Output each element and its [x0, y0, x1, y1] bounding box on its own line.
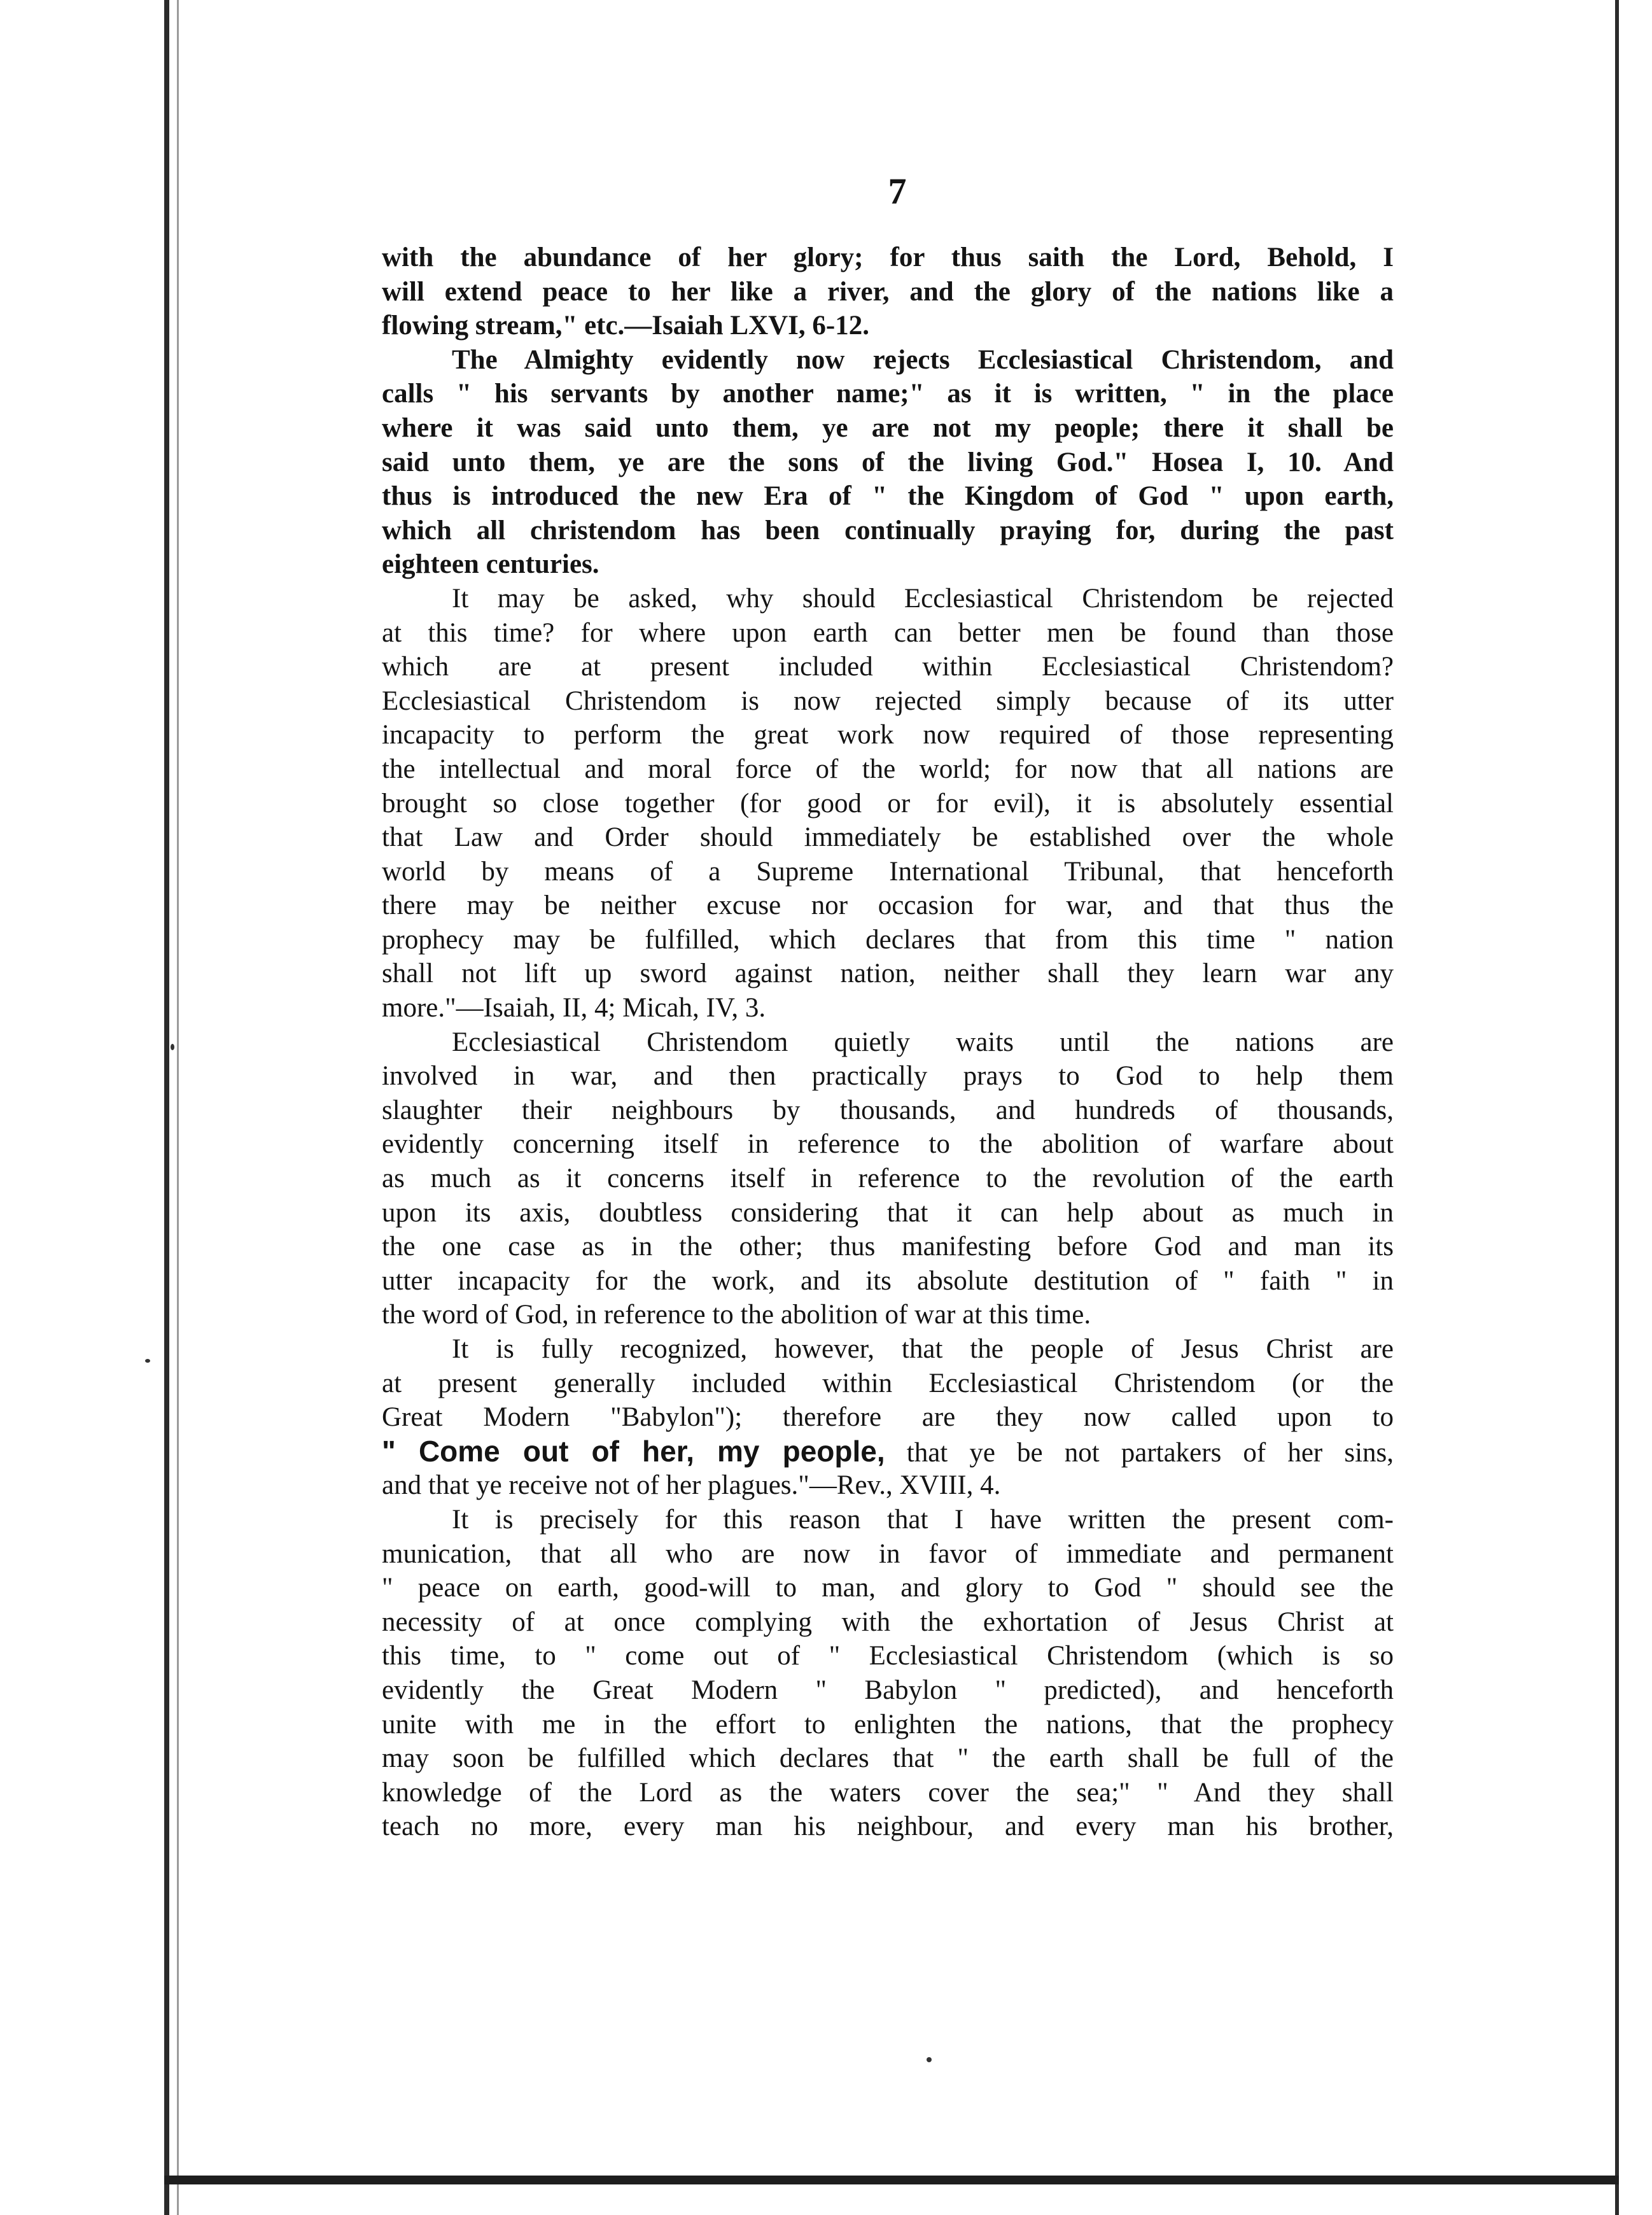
- text-line: will extend peace to her like a river, and the glory of the nations like a: [382, 276, 1394, 307]
- text-line: Ecclesiastical Christendom quietly waits until the nations are: [452, 1027, 1394, 1057]
- text-line: that Law and Order should immediately be established over the whole: [382, 822, 1394, 853]
- paragraph: [382, 1025, 1394, 1332]
- text-line: more."—Isaiah, II, 4; Micah, IV, 3.: [382, 993, 766, 1023]
- text-line: this time, to " come out of " Ecclesiastical Christendom (which is so: [382, 1641, 1394, 1671]
- scan-speck: [927, 2057, 932, 2062]
- text-line: Ecclesiastical Christendom is now rejected simply because of its utter: [382, 686, 1394, 716]
- text-line: munication, that all who are now in favor of immediate and permanent: [382, 1538, 1394, 1569]
- text-line: involved in war, and then practically prays to God to help them: [382, 1061, 1394, 1092]
- text-line: shall not lift up sword against nation, neither shall they learn war any: [382, 959, 1394, 989]
- text-line: as much as it concerns itself in reference to the revolution of the earth: [382, 1164, 1394, 1194]
- scan-bottom-border: [164, 2176, 1619, 2184]
- text-line: there may be neither excuse nor occasion for war, and that thus the: [382, 890, 1394, 921]
- scan-speck: [171, 1044, 174, 1050]
- text-line: flowing stream," etc.—Isaiah LXVI, 6-12.: [382, 311, 869, 341]
- text-line: thus is introduced the new Era of " the Kingdom of God " upon earth,: [382, 481, 1394, 512]
- text-fragment: that ye be not partakers of her sins,: [885, 1437, 1394, 1468]
- page-body: [382, 241, 1394, 1844]
- text-line: It is fully recognized, however, that the people of Jesus Christ are: [452, 1334, 1394, 1364]
- text-line: slaughter their neighbours by thousands, and hundreds of thousands,: [382, 1095, 1394, 1125]
- paragraph: [382, 241, 1394, 343]
- text-line: upon its axis, doubtless considering that it can help about as much in: [382, 1197, 1394, 1228]
- text-line: which all christendom has been continually praying for, during the past: [382, 515, 1394, 545]
- text-line: eighteen centuries.: [382, 549, 599, 580]
- paragraph: [382, 343, 1394, 582]
- text-line: unite with me in the effort to enlighten the nations, that the prophecy: [382, 1709, 1394, 1740]
- text-line: utter incapacity for the work, and its absolute destitution of " faith " in: [382, 1265, 1394, 1296]
- text-line: It is precisely for this reason that I have written the present com-: [452, 1504, 1394, 1535]
- text-line: Great Modern "Babylon"); therefore are they now called upon to: [382, 1402, 1394, 1433]
- text-line: and that ye receive not of her plagues."—Rev., XVIII, 4.: [382, 1470, 1001, 1501]
- text-line: " peace on earth, good-will to man, and glory to God " should see the: [382, 1573, 1394, 1603]
- text-line: the intellectual and moral force of the world; for now that all nations are: [382, 754, 1394, 784]
- page-number: 7: [888, 171, 907, 212]
- text-line: evidently the Great Modern " Babylon " predicted), and henceforth: [382, 1675, 1394, 1705]
- emphasis-text: " Come out of her, my people,: [382, 1434, 885, 1468]
- text-line: necessity of at once complying with the exhortation of Jesus Christ at: [382, 1607, 1394, 1637]
- text-line: may soon be fulfilled which declares that " the earth shall be full of the: [382, 1743, 1394, 1774]
- scan-left-inner-border: [177, 0, 179, 2215]
- paragraph: [382, 582, 1394, 1025]
- text-line: said unto them, ye are the sons of the living God." Hosea I, 10. And: [382, 447, 1394, 477]
- text-line: the one case as in the other; thus manifesting before God and man its: [382, 1232, 1394, 1262]
- text-line: where it was said unto them, ye are not my people; there it shall be: [382, 412, 1394, 443]
- text-line: It may be asked, why should Ecclesiastical Christendom be rejected: [452, 583, 1394, 614]
- text-line: at this time? for where upon earth can better men be found than those: [382, 617, 1394, 648]
- text-line: which are at present included within Ecclesiastical Christendom?: [382, 652, 1394, 682]
- text-line: with the abundance of her glory; for thus saith the Lord, Behold, I: [382, 243, 1394, 272]
- paragraph: [382, 1332, 1394, 1503]
- text-line: brought so close together (for good or for evil), it is absolutely essential: [382, 788, 1394, 819]
- paragraph: [382, 1503, 1394, 1844]
- text-line: The Almighty evidently now rejects Ecclesiastical Christendom, and: [452, 344, 1394, 375]
- scan-left-border: [164, 0, 169, 2215]
- scan-right-border: [1615, 0, 1619, 2215]
- scan-speck: [145, 1359, 150, 1363]
- text-line: [382, 1435, 1394, 1469]
- text-line: evidently concerning itself in reference to the abolition of warfare about: [382, 1129, 1394, 1160]
- text-line: calls " his servants by another name;" as it is written, " in the place: [382, 379, 1394, 409]
- text-line: prophecy may be fulfilled, which declares that from this time " nation: [382, 924, 1394, 955]
- text-line: teach no more, every man his neighbour, and every man his brother,: [382, 1811, 1394, 1842]
- text-line: knowledge of the Lord as the waters cover the sea;" " And they shall: [382, 1777, 1394, 1808]
- text-line: at present generally included within Ecclesiastical Christendom (or the: [382, 1368, 1394, 1398]
- text-line: the word of God, in reference to the abolition of war at this time.: [382, 1300, 1091, 1330]
- text-line: world by means of a Supreme International Tribunal, that henceforth: [382, 856, 1394, 887]
- text-line: incapacity to perform the great work now required of those representing: [382, 720, 1394, 750]
